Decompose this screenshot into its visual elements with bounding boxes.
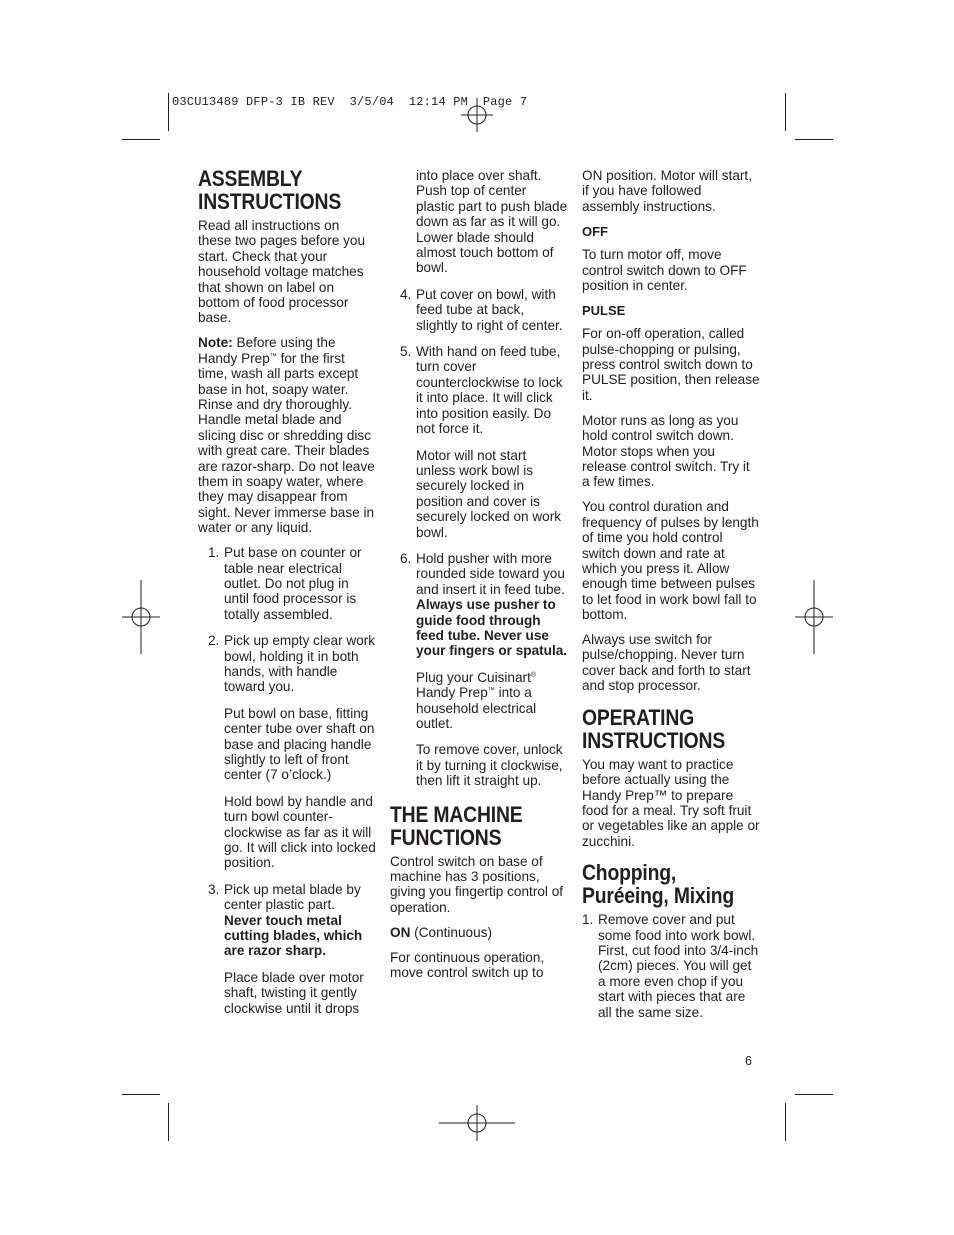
on-text: For continuous operation, move control switch up to [390, 949, 545, 981]
step-number: 1. [208, 545, 220, 561]
crop-mark-top-left-v [168, 93, 169, 131]
assembly-heading [198, 167, 355, 213]
step-6-para-2 [390, 670, 568, 732]
on-continued: ON position. Motor will start, if you have followed assembly instructions. [582, 168, 752, 214]
step-2-para-3: Hold bowl by handle and turn bowl counter-clockwise as far as it will go. It will click into locked position. [224, 793, 376, 871]
pulse-para-2: Motor runs as long as you hold control switch down. Motor stops when you release control switch. Try it a few times. [582, 412, 750, 490]
step-number: 1. [582, 912, 594, 928]
step-5 [390, 344, 568, 436]
step-4 [390, 287, 568, 333]
registered-mark: ® [530, 671, 537, 679]
off-text: To turn motor off, move control switch down to OFF position in center. [582, 247, 747, 293]
on-label-sub: (Continuous) [410, 924, 492, 940]
operating-heading-line1: OPERATING [582, 704, 695, 730]
step-text: Put base on counter or table near electrical outlet. Do not plug in until food processor is totally assembled. [224, 545, 362, 622]
plug-text-c: into a household electrical outlet. [416, 685, 537, 731]
step-text: Hold pusher with more rounded side toward you and insert it in feed tube. [416, 550, 565, 597]
step-2 [198, 633, 376, 695]
assembly-note [198, 335, 376, 535]
column-operating [582, 168, 760, 1029]
note-label: Note: [198, 335, 233, 351]
assembly-heading-line2: INSTRUCTIONS [198, 189, 342, 214]
step-text: Remove cover and put some food into work bowl. First, cut food into 3/4-inch (2cm) pieces. You will get a more even chop if you start with pieces that are all the same size. [598, 912, 759, 1020]
step-3-para-2: Place blade over motor shaft, twisting it gently clockwise until it drops [224, 969, 364, 1016]
step-text: With hand on feed tube, turn cover counterclockwise to lock it into place. It will click into position easily. Do not force it. [416, 344, 563, 437]
operating-text: You may want to practice before actually using the Handy Prep™ to prepare food for a meal. Try soft fruit or vegetables like an apple or zucchini. [582, 756, 760, 849]
note-text-b: for the first time, wash all parts except base in hot, soapy water. Rinse and dry thoroughly. Handle metal blade and slicing disc or shredding disc with great care. Their blades are razor-sharp. Do not leave them in soapy water, where they may disappear from sight. Never immerse base in water or any liquid. [198, 350, 375, 536]
chopping-heading-line2: Puréeing, Mixing [582, 883, 735, 909]
off-label: OFF [582, 223, 608, 239]
operating-heading-line2: INSTRUCTIONS [582, 727, 726, 753]
step-text: Put cover on bowl, with feed tube at back, slightly to right of center. [416, 286, 563, 333]
chopping-heading [582, 861, 739, 907]
pulse-para-1: For on-off operation, called pulse-chopping or pulsing, press control switch down to PULSE position, then release it. [582, 326, 760, 403]
note-text-a: Before using the Handy Prep [198, 335, 336, 366]
column-assembly [198, 167, 376, 1026]
crop-mark-bottom-left-v [168, 1103, 169, 1141]
crop-mark-bottom-right-h [795, 1094, 833, 1095]
pulse-para-3: You control duration and frequency of pulses by length of time you hold control switch down and rate at which you press it. Allow enough time between pulses to let food in work bowl fall to bottom. [582, 499, 759, 623]
step-6 [390, 551, 568, 659]
crop-mark-bottom-left-h [122, 1094, 160, 1095]
crop-mark-bottom-right-v [785, 1103, 786, 1141]
step-warning: Always use pusher to guide food through feed tube. Never use your fingers or spatula. [416, 597, 568, 659]
step-3-continued: into place over shaft. Push top of center plastic part to push blade down as far as it will go. Lower blade should almost touch bottom of bowl. [416, 168, 568, 276]
step-number: 2. [208, 633, 220, 649]
machine-functions-heading [390, 803, 547, 849]
step-warning: Never touch metal cutting blades, which are razor sharp. [224, 912, 363, 959]
step-number: 3. [208, 881, 220, 897]
step-number: 6. [400, 550, 412, 566]
crop-mark-top-right-h [795, 139, 833, 140]
step-5-para-2: Motor will not start unless work bowl is securely locked in position and cover is securely locked on work bowl. [416, 447, 562, 540]
chopping-heading-line1: Chopping, [582, 860, 677, 886]
registration-mark-right [795, 580, 833, 654]
pulse-para-4: Always use switch for pulse/chopping. Never turn cover back and forth to start and stop processor. [582, 632, 751, 694]
trademark-mark: ™ [269, 352, 277, 360]
plug-text-a: Plug your Cuisinart [416, 669, 531, 685]
plug-text-b: Handy Prep [416, 685, 488, 701]
step-text: Pick up empty clear work bowl, holding it in both hands, with handle toward you. [224, 633, 376, 695]
column-machine [390, 168, 568, 990]
on-label-bold: ON [390, 924, 411, 940]
chop-step-1 [582, 912, 760, 1020]
crop-mark-top-left-h [122, 139, 160, 140]
trademark-mark: ™ [487, 687, 495, 695]
step-text: Pick up metal blade by center plastic part. [224, 881, 361, 913]
step-6-para-3: To remove cover, unlock it by turning it clockwise, then lift it straight up. [416, 742, 563, 789]
step-3 [198, 882, 376, 959]
step-number: 4. [400, 286, 412, 302]
step-2-para-2: Put bowl on base, fitting center tube over shaft on base and placing handle slightly to left of front center (7 o’clock.) [224, 705, 375, 783]
step-number: 5. [400, 344, 412, 360]
on-label [390, 925, 568, 940]
step-1 [198, 545, 376, 622]
assembly-heading-line1: ASSEMBLY [198, 166, 303, 191]
page-number: 6 [745, 1054, 752, 1068]
machine-heading-line1: THE MACHINE [390, 801, 523, 827]
operating-heading [582, 706, 739, 752]
pulse-label: PULSE [582, 302, 626, 318]
machine-intro: Control switch on base of machine has 3 positions, giving you fingertip control of operation. [390, 853, 564, 915]
assembly-intro: Read all instructions on these two pages before you start. Check that your household voltage matches that shown on label on bottom of food processor base. [198, 218, 366, 326]
print-slug: 03CU13489 DFP-3 IB REV 3/5/04 12:14 PM Page 7 [172, 95, 528, 109]
registration-mark-bottom [439, 1105, 515, 1141]
machine-heading-line2: FUNCTIONS [390, 824, 502, 850]
crop-mark-top-right-v [785, 93, 786, 131]
registration-mark-left [122, 580, 160, 654]
